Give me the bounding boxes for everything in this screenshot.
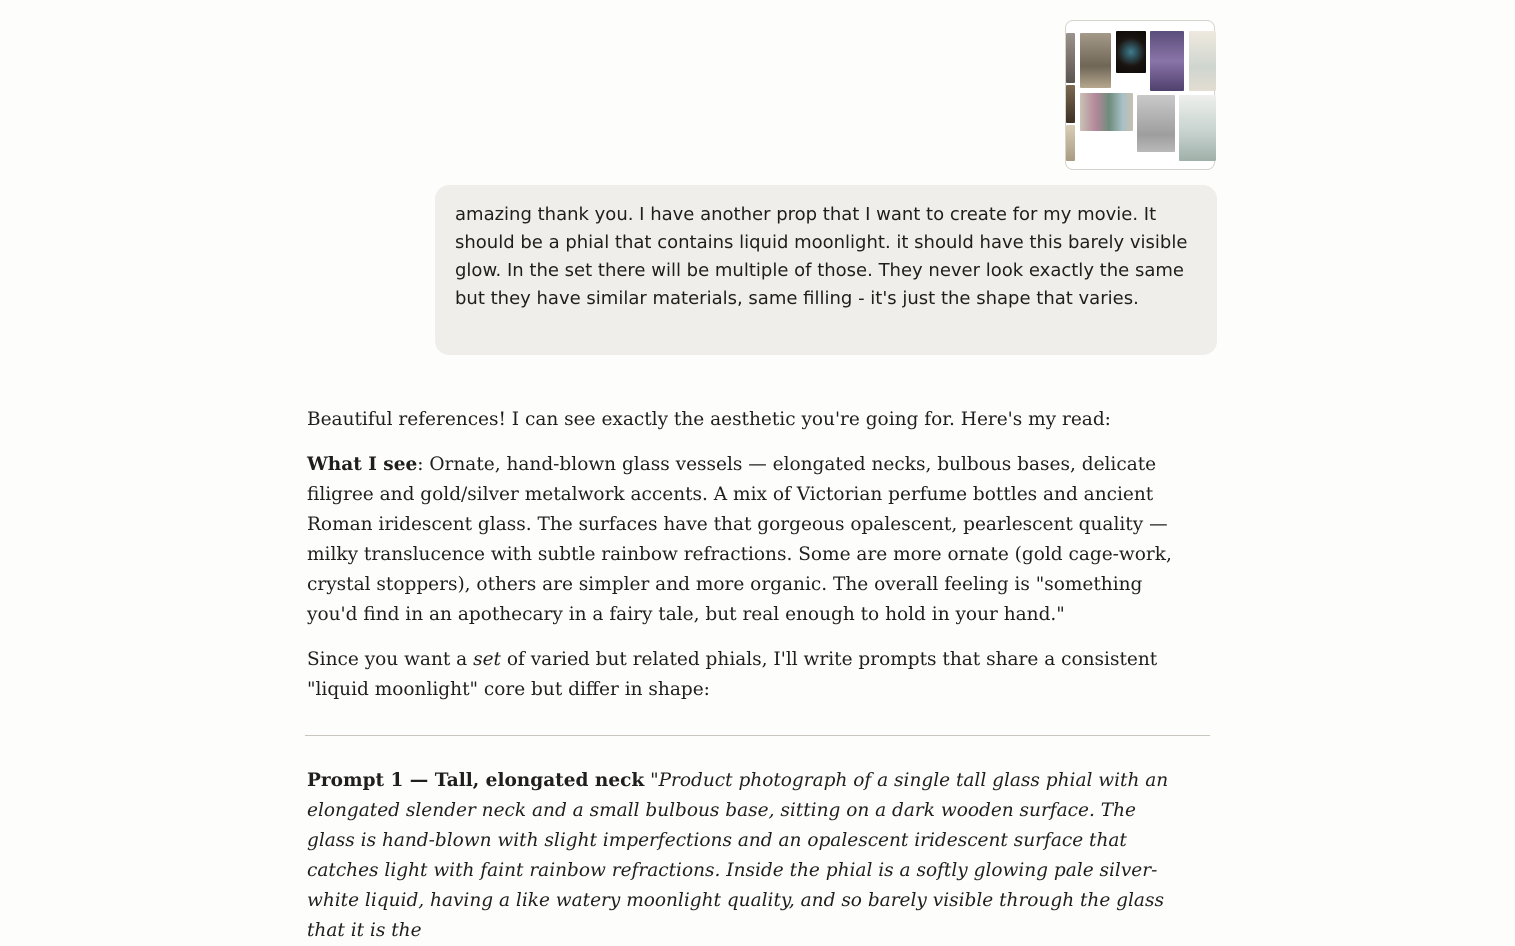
thumbnail-image	[1080, 93, 1133, 131]
thumbnail-image	[1179, 95, 1216, 161]
user-message-text: amazing thank you. I have another prop that I want to create for my movie. It should be a phial that contains liquid moonlight. it should have this barely visible glow. In the set there will be multiple of those. They never look exactly the same but they have similar materials, same filling - it's just the shape that varies.	[455, 204, 1188, 309]
thumbnail-image	[1066, 125, 1075, 161]
what-i-see-text: : Ornate, hand-blown glass vessels — elongated necks, bulbous bases, delicate filigree and gold/silver metalwork accents. A mix of Victorian perfume bottles and ancient Roman iridescent glass. The surfaces have that gorgeous opalescent, pearlescent quality — milky translucence with subtle rainbow refractions. Some are more ornate (gold cage-work, crystal stoppers), others are simpler and more organic. The overall feeling is "something you'd find in an apothecary in a fairy tale, but real enough to hold in your hand."	[307, 454, 1172, 625]
prompt-1-text: "Product photograph of a single tall glass phial with an elongated slender neck and a small bulbous base, sitting on a dark wooden surface. The glass is hand-blown with slight imperfections and an opalescent iridescent surface that catches light with faint rainbow refractions. Inside the phial is a softly glowing pale silver-white liquid, having a like watery moonlight quality, and so barely visible through the glass that it is the	[307, 770, 1169, 941]
prompt-1-label: Prompt 1 — Tall, elongated neck	[307, 770, 645, 791]
section-divider	[305, 735, 1210, 736]
thumbnail-image	[1116, 31, 1146, 73]
assistant-response	[307, 405, 1177, 720]
prompt-1	[307, 766, 1177, 946]
thumbnail-image	[1150, 31, 1184, 91]
set-text-before: Since you want a	[307, 649, 474, 670]
thumbnail-image	[1080, 33, 1111, 88]
thumbnail-image	[1189, 31, 1216, 91]
response-intro: Beautiful references! I can see exactly the aesthetic you're going for. Here's my read:	[307, 409, 1111, 430]
set-paragraph	[307, 645, 1177, 705]
what-i-see-paragraph	[307, 450, 1177, 630]
thumbnail-image	[1137, 95, 1175, 152]
set-emphasis: set	[473, 649, 501, 670]
set-text-after: of varied but related phials, I'll write prompts that share a consistent "liquid moonlight" core but differ in shape:	[307, 649, 1158, 700]
thumbnail-image	[1066, 33, 1075, 83]
thumbnail-image	[1066, 85, 1075, 123]
user-message	[435, 185, 1217, 355]
image-attachment[interactable]	[1065, 20, 1215, 170]
what-i-see-label: What I see	[307, 454, 418, 475]
